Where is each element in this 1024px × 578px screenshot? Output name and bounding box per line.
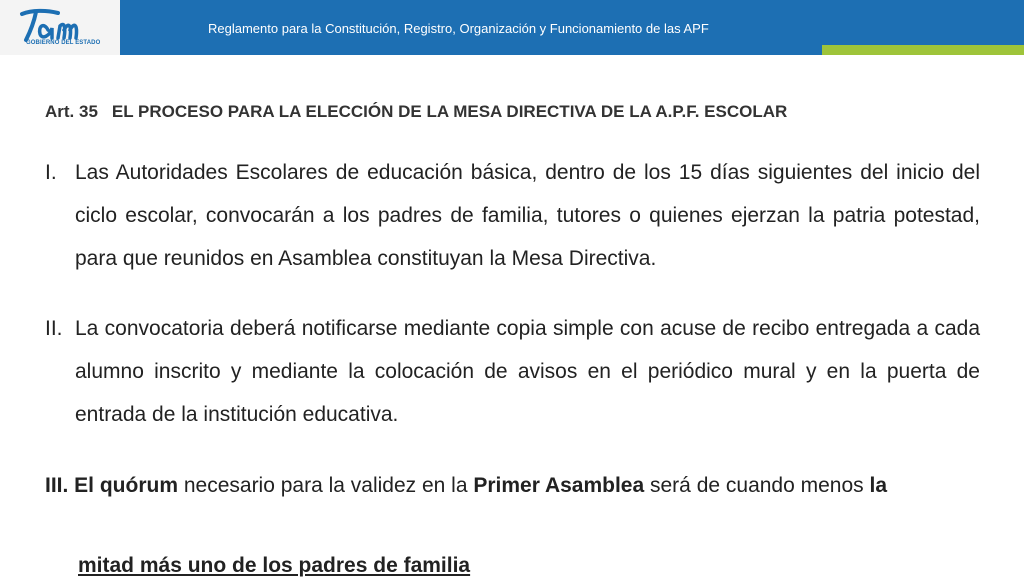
- article-number: Art. 35: [45, 102, 98, 121]
- quorum-lead: III. El quórum: [45, 474, 179, 497]
- article-heading: [45, 99, 945, 124]
- list-item-quorum: [45, 464, 980, 507]
- document-title: Reglamento para la Constitución, Registro, Organización y Funcionamiento de las APF: [208, 21, 709, 36]
- header-bar: [0, 0, 1024, 55]
- logo-subtitle: GOBIERNO DEL ESTADO: [26, 40, 101, 46]
- item-text: Las Autoridades Escolares de educación básica, dentro de los 15 días siguientes del inicio del ciclo escolar, convocarán a los padres de familia, tutores o quienes ejerzan la patria potestad, para que reunidos en Asamblea constituyan la Mesa Directiva.: [75, 161, 980, 270]
- quorum-continuation: mitad más uno de los padres de familia: [78, 554, 471, 577]
- tam-logo-icon: [18, 8, 98, 42]
- item-marker: II.: [45, 317, 63, 340]
- item-marker: I.: [45, 161, 57, 184]
- quorum-text-1: necesario para la validez en la: [178, 474, 474, 497]
- quorum-text-2: será de cuando menos: [644, 474, 870, 497]
- accent-bar: [822, 45, 1024, 55]
- quorum-bold-la: la: [869, 474, 887, 497]
- quorum-bold-assembly: Primer Asamblea: [473, 474, 645, 497]
- item-text: La convocatoria deberá notificarse mediante copia simple con acuse de recibo entregada a cada alumno inscrito y mediante la colocación de avisos en el periódico mural y en la puerta de entrada de la institución educativa.: [75, 317, 980, 426]
- list-item: [45, 151, 980, 280]
- article-title: EL PROCESO PARA LA ELECCIÓN DE LA MESA DIRECTIVA DE LA A.P.F. ESCOLAR: [111, 102, 788, 121]
- logo: [0, 0, 120, 55]
- list-item: [45, 307, 980, 436]
